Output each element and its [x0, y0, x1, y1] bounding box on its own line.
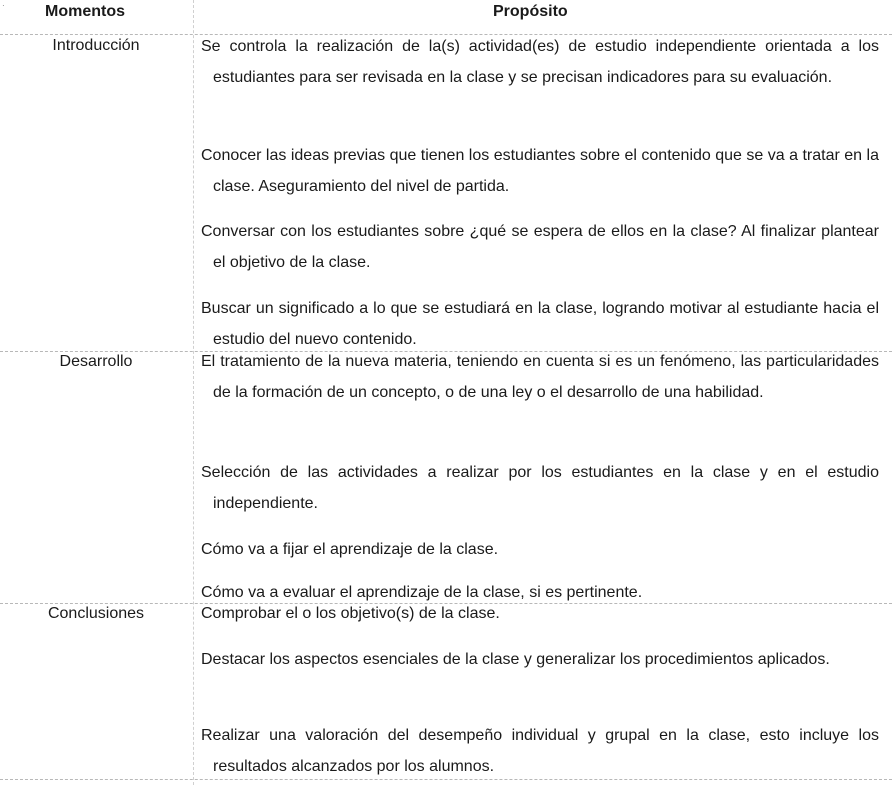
intro-paragraph-4: Buscar un significado a lo que se estudiará en la clase, logrando motivar al estudiante hacia el estudio del nuevo contenido.	[201, 300, 879, 348]
desarrollo-paragraph-2: Selección de las actividades a realizar por los estudiantes en la clase y en el estudio independiente.	[201, 464, 879, 512]
desarrollo-paragraph-3: Cómo va a fijar el aprendizaje de la clase.	[201, 541, 499, 558]
desarrollo-paragraph-1: El tratamiento de la nueva materia, teniendo en cuenta si es un fenómeno, las particularidades de la formación de un concepto, o de una ley o el desarrollo de una habilidad.	[201, 353, 879, 401]
table-bottom-border	[0, 779, 892, 780]
intro-paragraph-1: Se controla la realización de la(s) actividad(es) de estudio independiente orientada a los estudiantes para ser revisada en la clase y se precisan indicadores para su evaluación.	[201, 38, 879, 86]
moment-conclusiones: Conclusiones	[47, 605, 145, 622]
intro-paragraph-3: Conversar con los estudiantes sobre ¿qué se espera de ellos en la clase? Al finalizar plantear el objetivo de la clase.	[201, 223, 879, 271]
corner-mark: ·	[2, 1, 5, 10]
moment-desarrollo: Desarrollo	[59, 353, 133, 370]
column-divider	[193, 0, 194, 785]
header-proposito: Propósito	[493, 3, 568, 20]
conclusiones-paragraph-1: Comprobar el o los objetivo(s) de la clase.	[201, 605, 500, 622]
header-momentos: Momentos	[45, 3, 125, 20]
moment-introduccion: Introducción	[52, 37, 140, 54]
desarrollo-paragraph-4: Cómo va a evaluar el aprendizaje de la clase, si es pertinente.	[201, 584, 643, 601]
conclusiones-paragraph-3: Realizar una valoración del desempeño individual y grupal en la clase, esto incluye los resultados alcanzados por los alumnos.	[201, 727, 879, 775]
conclusiones-paragraph-2: Destacar los aspectos esenciales de la clase y generalizar los procedimientos aplicados.	[201, 651, 830, 668]
intro-paragraph-2: Conocer las ideas previas que tienen los estudiantes sobre el contenido que se va a tratar en la clase. Aseguramiento del nivel de partida.	[201, 147, 879, 195]
